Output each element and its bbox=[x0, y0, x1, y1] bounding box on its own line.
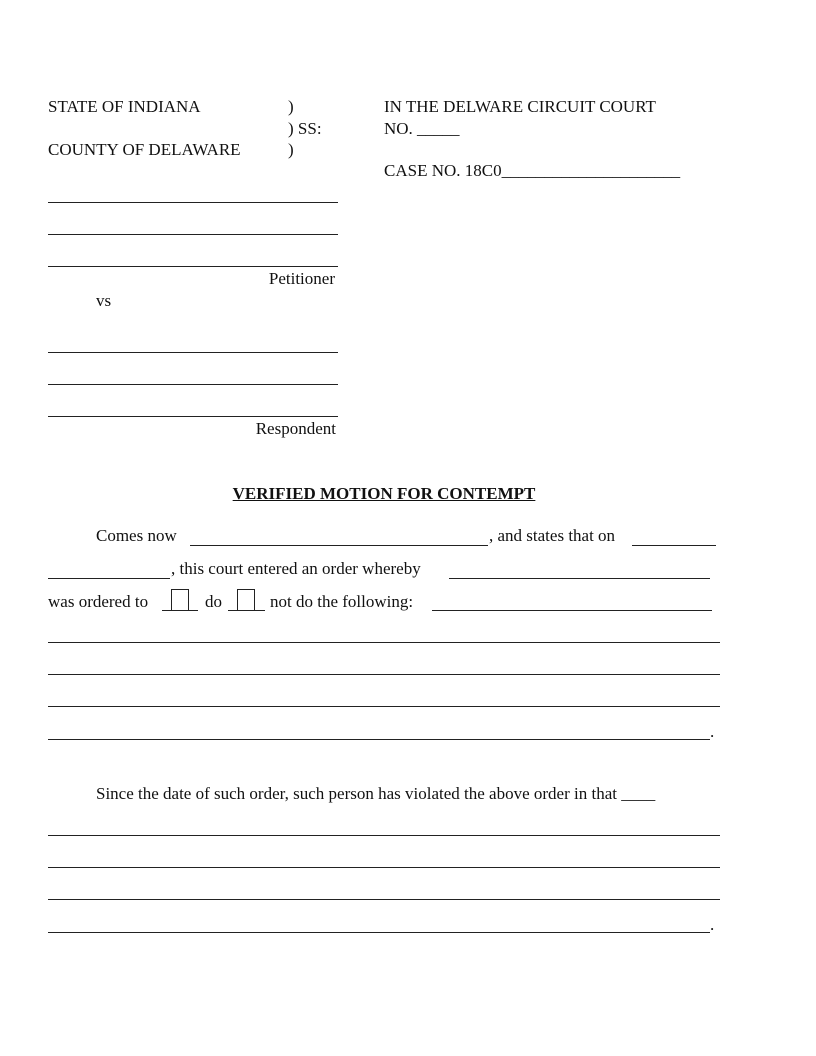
not-do-checkbox[interactable] bbox=[237, 589, 255, 610]
court-number: NO. _____ bbox=[384, 119, 460, 138]
court-name: IN THE DELWARE CIRCUIT COURT bbox=[384, 97, 656, 116]
petitioner-line-1[interactable] bbox=[48, 202, 338, 203]
order-description-line-2[interactable] bbox=[48, 674, 720, 675]
violation-line-2[interactable] bbox=[48, 867, 720, 868]
violation-line-1[interactable] bbox=[48, 835, 720, 836]
do-checkbox[interactable] bbox=[171, 589, 189, 610]
court-entered-text: , this court entered an order whereby bbox=[171, 559, 421, 578]
not-do-text: not do the following: bbox=[270, 592, 414, 611]
order-date-blank-1[interactable] bbox=[632, 545, 716, 546]
following-blank-0[interactable] bbox=[432, 610, 712, 611]
caption-paren-3: ) bbox=[288, 140, 294, 159]
ordered-person-blank[interactable] bbox=[449, 578, 710, 579]
violation-line-4[interactable] bbox=[48, 932, 710, 933]
vs-label: vs bbox=[96, 291, 112, 310]
county-label: COUNTY OF DELAWARE bbox=[48, 140, 241, 159]
ss-label: ) SS: bbox=[288, 119, 322, 138]
order-description-line-3[interactable] bbox=[48, 706, 720, 707]
document-title: VERIFIED MOTION FOR CONTEMPT bbox=[232, 484, 536, 503]
states-that-on-text: , and states that on bbox=[489, 526, 616, 545]
movant-name-blank[interactable] bbox=[190, 545, 488, 546]
case-number: CASE NO. 18C0_____________________ bbox=[384, 161, 681, 180]
period-1: . bbox=[710, 722, 715, 741]
period-2: . bbox=[710, 915, 715, 934]
violation-line-3[interactable] bbox=[48, 899, 720, 900]
respondent-label: Respondent bbox=[255, 419, 336, 438]
petitioner-line-3[interactable] bbox=[48, 266, 338, 267]
respondent-line-3[interactable] bbox=[48, 416, 338, 417]
do-checkbox-underline bbox=[162, 610, 198, 611]
petitioner-line-2[interactable] bbox=[48, 234, 338, 235]
respondent-line-1[interactable] bbox=[48, 352, 338, 353]
petitioner-label: Petitioner bbox=[268, 269, 335, 288]
caption-paren-1: ) bbox=[288, 97, 294, 116]
order-description-line-4[interactable] bbox=[48, 739, 710, 740]
not-do-checkbox-underline bbox=[228, 610, 265, 611]
was-ordered-to-text: was ordered to bbox=[48, 592, 149, 611]
comes-now-text: Comes now bbox=[96, 526, 177, 545]
violation-text: Since the date of such order, such person has violated the above order in that ____ bbox=[96, 784, 656, 803]
order-description-line-1[interactable] bbox=[48, 642, 720, 643]
order-date-blank-2[interactable] bbox=[48, 578, 170, 579]
respondent-line-2[interactable] bbox=[48, 384, 338, 385]
do-text: do bbox=[205, 592, 222, 611]
state-label: STATE OF INDIANA bbox=[48, 97, 201, 116]
